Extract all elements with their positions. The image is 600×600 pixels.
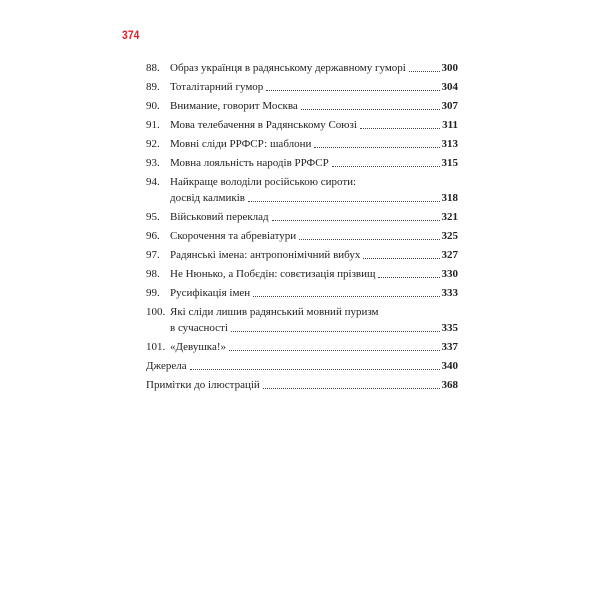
toc-entry[interactable]: [146, 60, 458, 76]
toc-entry-number: 101.: [146, 341, 166, 353]
toc-entry-page: 325: [441, 230, 458, 242]
toc-entry-page: 304: [441, 81, 458, 93]
toc-entry[interactable]: [146, 136, 458, 152]
toc-leader-dots: [360, 127, 440, 129]
toc-entry-illustration-notes[interactable]: [146, 377, 458, 393]
toc-entry-number: 98.: [146, 268, 160, 280]
toc-leader-dots: [248, 200, 440, 202]
toc-entry[interactable]: [146, 339, 458, 355]
toc-leader-dots: [229, 349, 439, 351]
toc-entry-page: 300: [441, 62, 458, 74]
toc-entry-page: 311: [442, 119, 458, 131]
toc-entry[interactable]: [146, 98, 458, 114]
toc-entry-number: 95.: [146, 211, 160, 223]
toc-entry-title: Мовна лояльність народів РРФСР: [170, 157, 329, 169]
toc-entry-page: 330: [441, 268, 458, 280]
toc-entry-number: 93.: [146, 157, 160, 169]
toc-entry-title: «Девушка!»: [170, 341, 227, 353]
toc-entry[interactable]: [146, 266, 458, 282]
toc-entry[interactable]: [146, 285, 458, 301]
toc-entry-page: 315: [441, 157, 458, 169]
toc-entry-title: Радянські імена: антропонімічний вибух: [170, 249, 361, 261]
page-number: 374: [122, 28, 140, 42]
toc-entry-title-line2: досвід калмиків: [170, 192, 245, 204]
table-of-contents: [146, 60, 458, 396]
toc-entry-number: 90.: [146, 100, 160, 112]
toc-entry[interactable]: [146, 117, 458, 133]
toc-leader-dots: [301, 108, 440, 110]
toc-entry-page: 318: [441, 192, 458, 204]
toc-entry-number: 96.: [146, 230, 160, 242]
toc-entry-title: Тоталітарний гумор: [170, 81, 264, 93]
toc-entry[interactable]: [146, 228, 458, 244]
toc-entry-page: 368: [441, 379, 458, 391]
toc-entry-title-line1: Які сліди лишив радянський мовний пуризм: [170, 306, 379, 318]
toc-entry-sources[interactable]: [146, 358, 458, 374]
toc-leader-dots: [332, 165, 440, 167]
toc-entry[interactable]: [146, 79, 458, 95]
toc-leader-dots: [231, 330, 440, 332]
toc-entry[interactable]: [146, 174, 458, 206]
toc-entry-page: 337: [441, 341, 458, 353]
toc-entry-title: Не Нюнько, а Побєдін: совєтизація прізвищ: [170, 268, 376, 280]
toc-entry-title: Примітки до ілюстрацій: [146, 379, 260, 391]
toc-entry[interactable]: [146, 247, 458, 263]
toc-leader-dots: [253, 295, 439, 297]
toc-leader-dots: [409, 70, 440, 72]
toc-entry-title: Джерела: [146, 360, 187, 372]
toc-entry-page: 335: [441, 322, 458, 334]
toc-leader-dots: [363, 257, 439, 259]
toc-entry[interactable]: [146, 304, 458, 336]
toc-leader-dots: [272, 219, 440, 221]
toc-leader-dots: [378, 276, 439, 278]
toc-entry-title: Скорочення та абревіатури: [170, 230, 297, 242]
toc-entry-page: 327: [441, 249, 458, 261]
toc-leader-dots: [266, 89, 439, 91]
toc-entry[interactable]: [146, 155, 458, 171]
toc-entry-number: 100.: [146, 306, 166, 318]
toc-entry-title: Образ українця в радянському державному гуморі: [170, 62, 406, 74]
toc-entry-page: 340: [441, 360, 458, 372]
toc-entry-page: 321: [441, 211, 458, 223]
toc-entry-title: Внимание, говорит Москва: [170, 100, 298, 112]
toc-entry-title-line1: Найкраще володіли російською сироти:: [170, 176, 357, 188]
toc-entry-page: 307: [441, 100, 458, 112]
toc-entry-page: 313: [441, 138, 458, 150]
toc-entry-page: 333: [441, 287, 458, 299]
toc-leader-dots: [190, 368, 440, 370]
toc-entry-number: 89.: [146, 81, 160, 93]
toc-entry-number: 99.: [146, 287, 160, 299]
toc-entry[interactable]: [146, 209, 458, 225]
toc-entry-title: Мовні сліди РРФСР: шаблони: [170, 138, 312, 150]
toc-entry-title: Русифікація імен: [170, 287, 251, 299]
toc-entry-title-line2: в сучасності: [170, 322, 228, 334]
toc-entry-title: Військовий переклад: [170, 211, 269, 223]
toc-leader-dots: [263, 387, 440, 389]
toc-leader-dots: [314, 146, 439, 148]
toc-leader-dots: [299, 238, 439, 240]
toc-entry-number: 91.: [146, 119, 160, 131]
toc-entry-title: Мова телебачення в Радянському Союзі: [170, 119, 357, 131]
toc-entry-number: 92.: [146, 138, 160, 150]
toc-entry-number: 88.: [146, 62, 160, 74]
toc-entry-number: 97.: [146, 249, 160, 261]
toc-entry-number: 94.: [146, 176, 160, 188]
